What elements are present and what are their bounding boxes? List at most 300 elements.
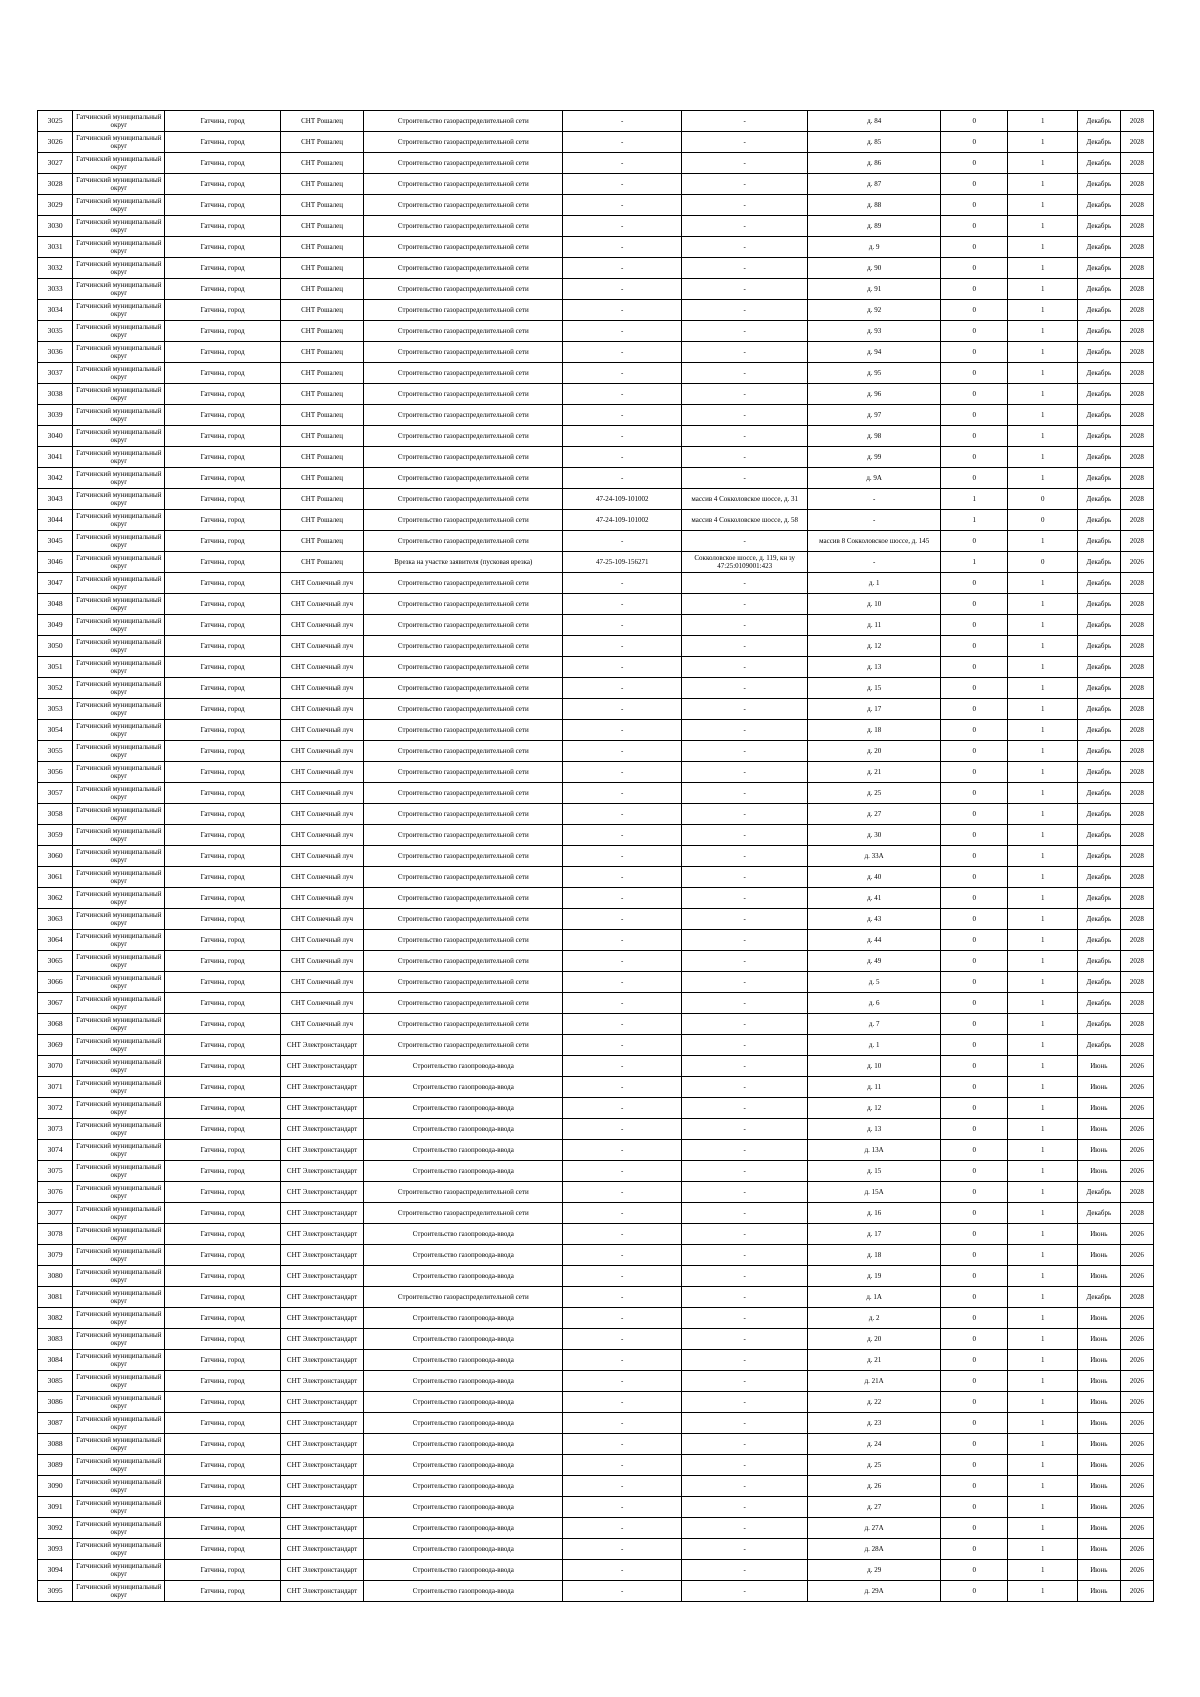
year-cell: 2028 [1120,279,1153,300]
gasification-table [37,110,1154,1602]
applicant-id-cell: - [563,825,682,846]
snt-name-cell: СНТ Рошалец [280,363,363,384]
applicant-address-cell: - [682,384,808,405]
district-cell: Гатчинский муниципальный округ [73,1203,165,1224]
settlement-cell: Гатчина, город [165,216,281,237]
count-b-cell: 1 [1008,1581,1078,1602]
applicant-address-cell: - [682,1161,808,1182]
row-number: 3076 [38,1182,73,1203]
district-cell: Гатчинский муниципальный округ [73,132,165,153]
month-cell: Декабрь [1077,363,1120,384]
work-type-cell: Строительство газопровода-ввода [364,1497,563,1518]
settlement-cell: Гатчина, город [165,237,281,258]
object-address-cell: д. 88 [808,195,941,216]
settlement-cell: Гатчина, город [165,132,281,153]
count-b-cell: 1 [1008,1371,1078,1392]
year-cell: 2028 [1120,888,1153,909]
count-a-cell: 0 [941,1182,1008,1203]
table-row [38,1245,1154,1266]
applicant-address-cell: - [682,1518,808,1539]
work-type-cell: Строительство газопровода-ввода [364,1392,563,1413]
district-cell: Гатчинский муниципальный округ [73,1140,165,1161]
count-b-cell: 1 [1008,1266,1078,1287]
district-cell: Гатчинский муниципальный округ [73,1455,165,1476]
snt-name-cell: СНТ Электронстандарт [280,1308,363,1329]
count-a-cell: 0 [941,825,1008,846]
table-row [38,1581,1154,1602]
month-cell: Декабрь [1077,174,1120,195]
object-address-cell: д. 27 [808,804,941,825]
snt-name-cell: СНТ Электронстандарт [280,1287,363,1308]
work-type-cell: Строительство газораспределительной сети [364,111,563,132]
count-a-cell: 0 [941,804,1008,825]
table-row [38,111,1154,132]
count-a-cell: 0 [941,258,1008,279]
snt-name-cell: СНТ Электронстандарт [280,1518,363,1539]
count-b-cell: 1 [1008,195,1078,216]
applicant-id-cell: - [563,132,682,153]
row-number: 3050 [38,636,73,657]
object-address-cell: д. 11 [808,1077,941,1098]
district-cell: Гатчинский муниципальный округ [73,1224,165,1245]
applicant-address-cell: - [682,1182,808,1203]
applicant-id-cell: - [563,1518,682,1539]
month-cell: Декабрь [1077,888,1120,909]
row-number: 3087 [38,1413,73,1434]
snt-name-cell: СНТ Солнечный луч [280,951,363,972]
applicant-id-cell: - [563,615,682,636]
month-cell: Июнь [1077,1476,1120,1497]
month-cell: Июнь [1077,1056,1120,1077]
count-a-cell: 0 [941,783,1008,804]
snt-name-cell: СНТ Солнечный луч [280,909,363,930]
count-a-cell: 0 [941,1392,1008,1413]
district-cell: Гатчинский муниципальный округ [73,258,165,279]
year-cell: 2026 [1120,1392,1153,1413]
snt-name-cell: СНТ Электронстандарт [280,1161,363,1182]
settlement-cell: Гатчина, город [165,972,281,993]
object-address-cell: д. 11 [808,615,941,636]
month-cell: Декабрь [1077,132,1120,153]
snt-name-cell: СНТ Солнечный луч [280,720,363,741]
district-cell: Гатчинский муниципальный округ [73,867,165,888]
settlement-cell: Гатчина, город [165,615,281,636]
month-cell: Июнь [1077,1308,1120,1329]
table-row [38,1371,1154,1392]
applicant-address-cell: - [682,1098,808,1119]
month-cell: Декабрь [1077,909,1120,930]
district-cell: Гатчинский муниципальный округ [73,300,165,321]
district-cell: Гатчинский муниципальный округ [73,1161,165,1182]
object-address-cell: д. 29 [808,1560,941,1581]
snt-name-cell: СНТ Рошалец [280,405,363,426]
settlement-cell: Гатчина, город [165,1581,281,1602]
settlement-cell: Гатчина, город [165,1203,281,1224]
applicant-address-cell: - [682,111,808,132]
count-a-cell: 0 [941,300,1008,321]
count-b-cell: 1 [1008,783,1078,804]
snt-name-cell: СНТ Электронстандарт [280,1035,363,1056]
work-type-cell: Строительство газораспределительной сети [364,783,563,804]
year-cell: 2028 [1120,1035,1153,1056]
snt-name-cell: СНТ Солнечный луч [280,972,363,993]
applicant-id-cell: - [563,426,682,447]
applicant-id-cell: - [563,636,682,657]
work-type-cell: Строительство газораспределительной сети [364,279,563,300]
table-row [38,1434,1154,1455]
row-number: 3037 [38,363,73,384]
count-b-cell: 0 [1008,552,1078,573]
month-cell: Июнь [1077,1413,1120,1434]
snt-name-cell: СНТ Солнечный луч [280,993,363,1014]
row-number: 3069 [38,1035,73,1056]
table-row [38,594,1154,615]
row-number: 3047 [38,573,73,594]
work-type-cell: Строительство газораспределительной сети [364,1203,563,1224]
month-cell: Декабрь [1077,384,1120,405]
applicant-address-cell: - [682,1434,808,1455]
count-b-cell: 1 [1008,825,1078,846]
count-a-cell: 0 [941,195,1008,216]
month-cell: Декабрь [1077,111,1120,132]
year-cell: 2028 [1120,825,1153,846]
table-row [38,405,1154,426]
snt-name-cell: СНТ Рошалец [280,174,363,195]
table-row [38,1224,1154,1245]
count-a-cell: 0 [941,1224,1008,1245]
object-address-cell: массив 8 Сокколовское шоссе, д. 145 [808,531,941,552]
month-cell: Декабрь [1077,489,1120,510]
district-cell: Гатчинский муниципальный округ [73,1035,165,1056]
district-cell: Гатчинский муниципальный округ [73,489,165,510]
snt-name-cell: СНТ Солнечный луч [280,615,363,636]
object-address-cell: - [808,489,941,510]
work-type-cell: Строительство газопровода-ввода [364,1098,563,1119]
count-a-cell: 0 [941,426,1008,447]
applicant-address-cell: - [682,846,808,867]
year-cell: 2028 [1120,174,1153,195]
count-b-cell: 1 [1008,762,1078,783]
object-address-cell: д. 15 [808,1161,941,1182]
count-a-cell: 0 [941,153,1008,174]
settlement-cell: Гатчина, город [165,489,281,510]
year-cell: 2026 [1120,1077,1153,1098]
month-cell: Декабрь [1077,657,1120,678]
count-b-cell: 1 [1008,153,1078,174]
row-number: 3092 [38,1518,73,1539]
object-address-cell: д. 15 [808,678,941,699]
district-cell: Гатчинский муниципальный округ [73,195,165,216]
month-cell: Декабрь [1077,762,1120,783]
year-cell: 2028 [1120,867,1153,888]
work-type-cell: Строительство газопровода-ввода [364,1350,563,1371]
applicant-id-cell: 47-25-109-156271 [563,552,682,573]
count-a-cell: 0 [941,1056,1008,1077]
object-address-cell: д. 44 [808,930,941,951]
applicant-address-cell: массив 4 Сокколовское шоссе, д. 31 [682,489,808,510]
table-row [38,1539,1154,1560]
settlement-cell: Гатчина, город [165,888,281,909]
table-row [38,153,1154,174]
applicant-address-cell: - [682,279,808,300]
district-cell: Гатчинский муниципальный округ [73,342,165,363]
applicant-id-cell: - [563,1014,682,1035]
work-type-cell: Строительство газораспределительной сети [364,363,563,384]
count-a-cell: 0 [941,363,1008,384]
month-cell: Июнь [1077,1098,1120,1119]
year-cell: 2028 [1120,930,1153,951]
row-number: 3055 [38,741,73,762]
applicant-address-cell: - [682,741,808,762]
applicant-id-cell: - [563,657,682,678]
month-cell: Декабрь [1077,972,1120,993]
settlement-cell: Гатчина, город [165,1245,281,1266]
district-cell: Гатчинский муниципальный округ [73,1098,165,1119]
settlement-cell: Гатчина, город [165,405,281,426]
applicant-id-cell: - [563,405,682,426]
settlement-cell: Гатчина, город [165,1350,281,1371]
snt-name-cell: СНТ Солнечный луч [280,1014,363,1035]
row-number: 3052 [38,678,73,699]
object-address-cell: д. 87 [808,174,941,195]
applicant-address-cell: - [682,132,808,153]
applicant-address-cell: - [682,321,808,342]
applicant-id-cell: - [563,1581,682,1602]
settlement-cell: Гатчина, город [165,279,281,300]
district-cell: Гатчинский муниципальный округ [73,1413,165,1434]
count-b-cell: 1 [1008,615,1078,636]
table-row [38,993,1154,1014]
work-type-cell: Строительство газопровода-ввода [364,1245,563,1266]
applicant-id-cell: - [563,573,682,594]
month-cell: Июнь [1077,1077,1120,1098]
month-cell: Декабрь [1077,993,1120,1014]
settlement-cell: Гатчина, город [165,1497,281,1518]
count-a-cell: 0 [941,1413,1008,1434]
count-b-cell: 1 [1008,426,1078,447]
district-cell: Гатчинский муниципальный округ [73,531,165,552]
applicant-address-cell: - [682,573,808,594]
count-a-cell: 0 [941,111,1008,132]
snt-name-cell: СНТ Солнечный луч [280,699,363,720]
count-a-cell: 0 [941,342,1008,363]
year-cell: 2028 [1120,594,1153,615]
applicant-id-cell: - [563,1476,682,1497]
year-cell: 2028 [1120,216,1153,237]
year-cell: 2028 [1120,972,1153,993]
table-row [38,972,1154,993]
count-a-cell: 0 [941,1245,1008,1266]
applicant-id-cell: - [563,846,682,867]
settlement-cell: Гатчина, город [165,594,281,615]
month-cell: Декабрь [1077,1014,1120,1035]
month-cell: Декабрь [1077,237,1120,258]
applicant-address-cell: - [682,1056,808,1077]
object-address-cell: д. 96 [808,384,941,405]
applicant-address-cell: - [682,342,808,363]
year-cell: 2026 [1120,1245,1153,1266]
snt-name-cell: СНТ Солнечный луч [280,573,363,594]
count-a-cell: 0 [941,1518,1008,1539]
year-cell: 2028 [1120,657,1153,678]
applicant-address-cell: - [682,1287,808,1308]
snt-name-cell: СНТ Электронстандарт [280,1455,363,1476]
applicant-id-cell: - [563,531,682,552]
count-a-cell: 1 [941,552,1008,573]
settlement-cell: Гатчина, город [165,699,281,720]
applicant-address-cell: - [682,825,808,846]
month-cell: Июнь [1077,1581,1120,1602]
district-cell: Гатчинский муниципальный округ [73,447,165,468]
year-cell: 2026 [1120,1266,1153,1287]
work-type-cell: Строительство газораспределительной сети [364,531,563,552]
object-address-cell: - [808,552,941,573]
table-row [38,1035,1154,1056]
count-a-cell: 0 [941,615,1008,636]
object-address-cell: д. 26 [808,1476,941,1497]
snt-name-cell: СНТ Солнечный луч [280,825,363,846]
applicant-id-cell: - [563,930,682,951]
district-cell: Гатчинский муниципальный округ [73,153,165,174]
month-cell: Декабрь [1077,1203,1120,1224]
table-row [38,699,1154,720]
month-cell: Декабрь [1077,951,1120,972]
snt-name-cell: СНТ Солнечный луч [280,783,363,804]
applicant-address-cell: - [682,930,808,951]
snt-name-cell: СНТ Электронстандарт [280,1182,363,1203]
row-number: 3088 [38,1434,73,1455]
count-a-cell: 0 [941,762,1008,783]
work-type-cell: Строительство газораспределительной сети [364,867,563,888]
count-a-cell: 0 [941,678,1008,699]
settlement-cell: Гатчина, город [165,1371,281,1392]
count-a-cell: 0 [941,216,1008,237]
year-cell: 2028 [1120,510,1153,531]
year-cell: 2028 [1120,384,1153,405]
object-address-cell: д. 1 [808,573,941,594]
applicant-address-cell: - [682,1476,808,1497]
year-cell: 2028 [1120,783,1153,804]
table-row [38,741,1154,762]
district-cell: Гатчинский муниципальный округ [73,846,165,867]
table-row [38,1518,1154,1539]
snt-name-cell: СНТ Солнечный луч [280,930,363,951]
district-cell: Гатчинский муниципальный округ [73,1245,165,1266]
applicant-id-cell: - [563,909,682,930]
month-cell: Декабрь [1077,678,1120,699]
table-row [38,426,1154,447]
count-b-cell: 1 [1008,1413,1078,1434]
row-number: 3058 [38,804,73,825]
applicant-address-cell: - [682,636,808,657]
work-type-cell: Строительство газораспределительной сети [364,489,563,510]
table-row [38,1413,1154,1434]
district-cell: Гатчинский муниципальный округ [73,426,165,447]
work-type-cell: Строительство газораспределительной сети [364,951,563,972]
district-cell: Гатчинский муниципальный округ [73,804,165,825]
object-address-cell: д. 97 [808,405,941,426]
object-address-cell: д. 99 [808,447,941,468]
count-b-cell: 1 [1008,1434,1078,1455]
district-cell: Гатчинский муниципальный округ [73,174,165,195]
applicant-id-cell: - [563,468,682,489]
count-a-cell: 0 [941,1119,1008,1140]
count-b-cell: 1 [1008,531,1078,552]
applicant-id-cell: - [563,1308,682,1329]
count-a-cell: 0 [941,951,1008,972]
snt-name-cell: СНТ Солнечный луч [280,636,363,657]
district-cell: Гатчинский муниципальный округ [73,1266,165,1287]
applicant-address-cell: - [682,678,808,699]
table-row [38,1329,1154,1350]
settlement-cell: Гатчина, город [165,825,281,846]
snt-name-cell: СНТ Солнечный луч [280,678,363,699]
table-row [38,489,1154,510]
work-type-cell: Строительство газораспределительной сети [364,258,563,279]
settlement-cell: Гатчина, город [165,573,281,594]
count-b-cell: 0 [1008,510,1078,531]
row-number: 3034 [38,300,73,321]
row-number: 3072 [38,1098,73,1119]
applicant-id-cell: - [563,195,682,216]
snt-name-cell: СНТ Рошалец [280,468,363,489]
table-row [38,468,1154,489]
table-row [38,636,1154,657]
month-cell: Декабрь [1077,867,1120,888]
settlement-cell: Гатчина, город [165,762,281,783]
work-type-cell: Строительство газораспределительной сети [364,321,563,342]
snt-name-cell: СНТ Рошалец [280,384,363,405]
object-address-cell: д. 41 [808,888,941,909]
snt-name-cell: СНТ Солнечный луч [280,657,363,678]
district-cell: Гатчинский муниципальный округ [73,930,165,951]
work-type-cell: Строительство газопровода-ввода [364,1560,563,1581]
settlement-cell: Гатчина, город [165,510,281,531]
applicant-address-cell: - [682,972,808,993]
applicant-address-cell: - [682,1077,808,1098]
work-type-cell: Строительство газораспределительной сети [364,972,563,993]
district-cell: Гатчинский муниципальный округ [73,615,165,636]
count-b-cell: 1 [1008,657,1078,678]
row-number: 3067 [38,993,73,1014]
row-number: 3075 [38,1161,73,1182]
count-a-cell: 1 [941,489,1008,510]
table-row [38,1497,1154,1518]
table-row [38,1350,1154,1371]
month-cell: Декабрь [1077,531,1120,552]
work-type-cell: Строительство газопровода-ввода [364,1140,563,1161]
table-row [38,951,1154,972]
applicant-address-cell: - [682,1329,808,1350]
year-cell: 2026 [1120,552,1153,573]
object-address-cell: д. 6 [808,993,941,1014]
year-cell: 2026 [1120,1455,1153,1476]
district-cell: Гатчинский муниципальный округ [73,1497,165,1518]
count-b-cell: 1 [1008,1161,1078,1182]
snt-name-cell: СНТ Солнечный луч [280,741,363,762]
applicant-id-cell: - [563,1413,682,1434]
year-cell: 2026 [1120,1497,1153,1518]
applicant-id-cell: - [563,1539,682,1560]
count-b-cell: 1 [1008,468,1078,489]
applicant-id-cell: - [563,174,682,195]
work-type-cell: Строительство газораспределительной сети [364,384,563,405]
district-cell: Гатчинский муниципальный округ [73,279,165,300]
object-address-cell: д. 2 [808,1308,941,1329]
applicant-id-cell: - [563,1224,682,1245]
applicant-id-cell: - [563,1098,682,1119]
table-row [38,363,1154,384]
